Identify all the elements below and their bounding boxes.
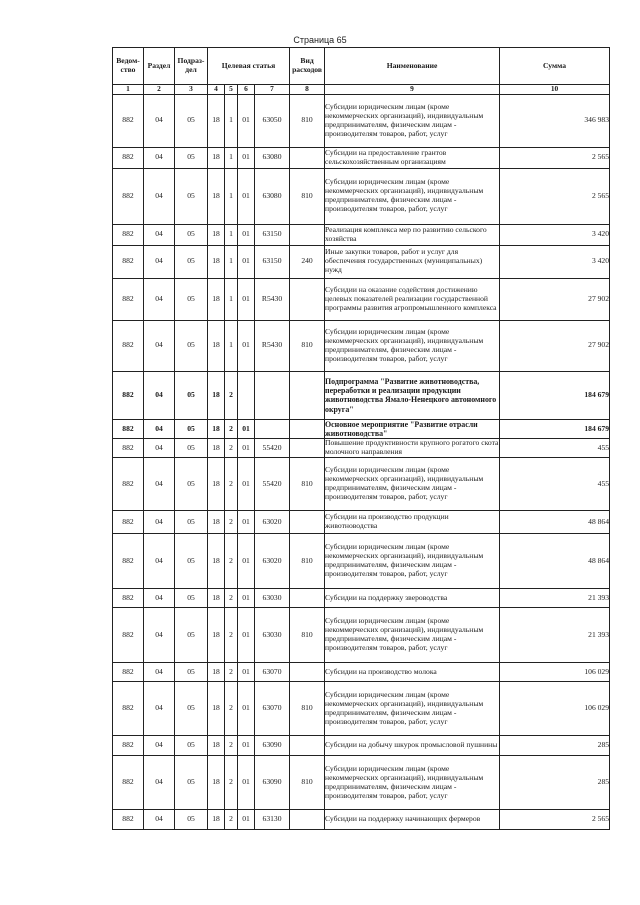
cell-vid-raskhodov	[290, 511, 325, 534]
cell-razdel: 04	[144, 320, 175, 371]
table-row	[113, 663, 610, 682]
column-number: 8	[290, 85, 325, 95]
table-body	[113, 94, 610, 830]
cell-summa: 48 864	[500, 511, 610, 534]
cell-subprogram-code: 1	[225, 94, 238, 147]
header-summa: Сумма	[500, 48, 610, 85]
cell-measure-code: 01	[238, 224, 255, 245]
cell-vid-raskhodov	[290, 419, 325, 439]
cell-naimenovanie: Субсидии на поддержку звероводства	[325, 589, 500, 608]
cell-naimenovanie: Субсидии юридическим лицам (кроме некоммерческих организаций), индивидуальным предпринимателям, физическим лицам - производителям товаров, работ, услуг	[325, 320, 500, 371]
cell-razdel: 04	[144, 147, 175, 168]
cell-podrazdel: 05	[175, 608, 208, 663]
column-number: 5	[225, 85, 238, 95]
cell-podrazdel: 05	[175, 419, 208, 439]
cell-measure-code: 01	[238, 245, 255, 278]
cell-summa: 106 029	[500, 663, 610, 682]
column-number: 10	[500, 85, 610, 95]
table-row	[113, 94, 610, 147]
table-row	[113, 320, 610, 371]
cell-vedomstvo: 882	[113, 534, 144, 589]
cell-vedomstvo: 882	[113, 94, 144, 147]
cell-razdel: 04	[144, 419, 175, 439]
cell-program-code: 18	[208, 245, 225, 278]
cell-direction-code: 63050	[255, 94, 290, 147]
cell-vedomstvo: 882	[113, 439, 144, 458]
cell-direction-code: 63030	[255, 608, 290, 663]
table-row	[113, 810, 610, 830]
column-number: 4	[208, 85, 225, 95]
cell-vid-raskhodov	[290, 371, 325, 419]
table-row	[113, 245, 610, 278]
cell-summa: 3 420	[500, 224, 610, 245]
cell-razdel: 04	[144, 439, 175, 458]
cell-subprogram-code: 1	[225, 320, 238, 371]
cell-vedomstvo: 882	[113, 168, 144, 224]
table-row	[113, 419, 610, 439]
cell-naimenovanie: Субсидии юридическим лицам (кроме некоммерческих организаций), индивидуальным предпринимателям, физическим лицам - производителям товаров, работ, услуг	[325, 94, 500, 147]
cell-razdel: 04	[144, 756, 175, 810]
table-row	[113, 756, 610, 810]
cell-podrazdel: 05	[175, 534, 208, 589]
cell-subprogram-code: 2	[225, 608, 238, 663]
cell-razdel: 04	[144, 224, 175, 245]
cell-direction-code	[255, 371, 290, 419]
cell-podrazdel: 05	[175, 371, 208, 419]
cell-naimenovanie: Субсидии юридическим лицам (кроме некоммерческих организаций), индивидуальным предпринимателям, физическим лицам - производителям товаров, работ, услуг	[325, 458, 500, 511]
header-naimenovanie: Наименование	[325, 48, 500, 85]
cell-direction-code	[255, 419, 290, 439]
cell-podrazdel: 05	[175, 245, 208, 278]
cell-vid-raskhodov: 240	[290, 245, 325, 278]
cell-podrazdel: 05	[175, 663, 208, 682]
cell-subprogram-code: 2	[225, 419, 238, 439]
table-row	[113, 278, 610, 320]
column-number-row	[113, 85, 610, 95]
cell-razdel: 04	[144, 736, 175, 756]
cell-naimenovanie: Субсидии юридическим лицам (кроме некоммерческих организаций), индивидуальным предпринимателям, физическим лицам - производителям товаров, работ, услуг	[325, 682, 500, 736]
cell-subprogram-code: 2	[225, 589, 238, 608]
cell-direction-code: 55420	[255, 439, 290, 458]
cell-vid-raskhodov	[290, 147, 325, 168]
cell-vedomstvo: 882	[113, 458, 144, 511]
cell-podrazdel: 05	[175, 320, 208, 371]
cell-summa: 21 393	[500, 608, 610, 663]
cell-vid-raskhodov: 810	[290, 94, 325, 147]
cell-measure-code: 01	[238, 278, 255, 320]
column-number: 1	[113, 85, 144, 95]
cell-vid-raskhodov	[290, 439, 325, 458]
cell-program-code: 18	[208, 419, 225, 439]
header-razdel: Раздел	[144, 48, 175, 85]
cell-vedomstvo: 882	[113, 419, 144, 439]
cell-summa: 455	[500, 439, 610, 458]
cell-podrazdel: 05	[175, 511, 208, 534]
cell-measure-code: 01	[238, 682, 255, 736]
cell-program-code: 18	[208, 608, 225, 663]
cell-naimenovanie: Субсидии юридическим лицам (кроме некоммерческих организаций), индивидуальным предпринимателям, физическим лицам - производителям товаров, работ, услуг	[325, 534, 500, 589]
table-row	[113, 371, 610, 419]
cell-summa: 2 565	[500, 168, 610, 224]
table-row	[113, 511, 610, 534]
cell-vid-raskhodov: 810	[290, 458, 325, 511]
cell-subprogram-code: 2	[225, 534, 238, 589]
cell-measure-code: 01	[238, 534, 255, 589]
cell-naimenovanie: Реализация комплекса мер по развитию сельского хозяйства	[325, 224, 500, 245]
cell-direction-code: 63030	[255, 589, 290, 608]
cell-program-code: 18	[208, 439, 225, 458]
cell-program-code: 18	[208, 168, 225, 224]
cell-measure-code: 01	[238, 94, 255, 147]
cell-vid-raskhodov: 810	[290, 756, 325, 810]
cell-program-code: 18	[208, 320, 225, 371]
cell-direction-code: 63090	[255, 756, 290, 810]
cell-summa: 184 679	[500, 419, 610, 439]
cell-subprogram-code: 1	[225, 245, 238, 278]
cell-subprogram-code: 2	[225, 682, 238, 736]
cell-direction-code: 63150	[255, 224, 290, 245]
cell-vedomstvo: 882	[113, 511, 144, 534]
cell-summa: 2 565	[500, 147, 610, 168]
cell-program-code: 18	[208, 147, 225, 168]
cell-direction-code: 63080	[255, 168, 290, 224]
cell-subprogram-code: 1	[225, 224, 238, 245]
table-row	[113, 608, 610, 663]
table-row	[113, 439, 610, 458]
cell-podrazdel: 05	[175, 458, 208, 511]
cell-measure-code: 01	[238, 608, 255, 663]
table-row	[113, 147, 610, 168]
cell-podrazdel: 05	[175, 147, 208, 168]
cell-vedomstvo: 882	[113, 736, 144, 756]
cell-direction-code: 63130	[255, 810, 290, 830]
cell-vedomstvo: 882	[113, 663, 144, 682]
cell-program-code: 18	[208, 589, 225, 608]
cell-vedomstvo: 882	[113, 371, 144, 419]
table-row	[113, 168, 610, 224]
cell-summa: 346 983	[500, 94, 610, 147]
cell-subprogram-code: 2	[225, 756, 238, 810]
cell-direction-code: 63150	[255, 245, 290, 278]
cell-measure-code: 01	[238, 511, 255, 534]
cell-summa: 2 565	[500, 810, 610, 830]
cell-naimenovanie: Повышение продуктивности крупного рогатого скота молочного направления	[325, 438, 499, 457]
cell-subprogram-code: 1	[225, 278, 238, 320]
cell-razdel: 04	[144, 589, 175, 608]
cell-naimenovanie: Иные закупки товаров, работ и услуг для обеспечения государственных (муниципальных) нужд	[325, 245, 500, 278]
cell-naimenovanie: Субсидии юридическим лицам (кроме некоммерческих организаций), индивидуальным предпринимателям, физическим лицам - производителям товаров, работ, услуг	[325, 756, 500, 810]
header-tselevaya-statya: Целевая статья	[208, 48, 290, 85]
cell-direction-code: R5430	[255, 278, 290, 320]
cell-measure-code	[238, 371, 255, 419]
cell-vid-raskhodov	[290, 224, 325, 245]
cell-summa: 48 864	[500, 534, 610, 589]
cell-razdel: 04	[144, 94, 175, 147]
cell-program-code: 18	[208, 511, 225, 534]
cell-podrazdel: 05	[175, 589, 208, 608]
cell-measure-code: 01	[238, 439, 255, 458]
cell-podrazdel: 05	[175, 224, 208, 245]
cell-vedomstvo: 882	[113, 589, 144, 608]
column-number: 9	[325, 85, 500, 95]
cell-vedomstvo: 882	[113, 608, 144, 663]
header-vedomstvo: Ведом-ство	[113, 48, 144, 85]
cell-program-code: 18	[208, 736, 225, 756]
cell-razdel: 04	[144, 534, 175, 589]
cell-vedomstvo: 882	[113, 756, 144, 810]
cell-summa: 106 029	[500, 682, 610, 736]
cell-podrazdel: 05	[175, 278, 208, 320]
cell-razdel: 04	[144, 810, 175, 830]
cell-podrazdel: 05	[175, 94, 208, 147]
cell-vedomstvo: 882	[113, 245, 144, 278]
cell-podrazdel: 05	[175, 439, 208, 458]
cell-direction-code: 63020	[255, 534, 290, 589]
cell-naimenovanie: Основное мероприятие "Развитие отрасли животноводства"	[325, 419, 500, 439]
cell-podrazdel: 05	[175, 756, 208, 810]
cell-razdel: 04	[144, 608, 175, 663]
cell-program-code: 18	[208, 534, 225, 589]
column-number: 2	[144, 85, 175, 95]
cell-vid-raskhodov	[290, 810, 325, 830]
cell-vid-raskhodov	[290, 663, 325, 682]
cell-subprogram-code: 2	[225, 663, 238, 682]
cell-subprogram-code: 2	[225, 439, 238, 458]
cell-program-code: 18	[208, 458, 225, 511]
cell-summa: 455	[500, 458, 610, 511]
cell-vedomstvo: 882	[113, 278, 144, 320]
cell-program-code: 18	[208, 663, 225, 682]
cell-subprogram-code: 2	[225, 736, 238, 756]
cell-subprogram-code: 1	[225, 147, 238, 168]
cell-vid-raskhodov: 810	[290, 534, 325, 589]
cell-razdel: 04	[144, 168, 175, 224]
header-podrazdel: Подраз-дел	[175, 48, 208, 85]
cell-program-code: 18	[208, 810, 225, 830]
cell-naimenovanie: Подпрограмма "Развитие животноводства, переработки и реализации продукции животноводства Ямало-Ненецкого автономного округа"	[325, 371, 500, 419]
cell-naimenovanie: Субсидии на оказание содействия достижению целевых показателей реализации государственной программы развития агропромышленного комплекса	[325, 278, 500, 320]
cell-program-code: 18	[208, 94, 225, 147]
cell-razdel: 04	[144, 458, 175, 511]
cell-subprogram-code: 2	[225, 458, 238, 511]
cell-vid-raskhodov: 810	[290, 320, 325, 371]
cell-podrazdel: 05	[175, 168, 208, 224]
cell-vid-raskhodov	[290, 278, 325, 320]
cell-naimenovanie: Субсидии на предоставление грантов сельскохозяйственным организациям	[325, 147, 500, 168]
cell-measure-code: 01	[238, 320, 255, 371]
header-vid-raskhodov: Вид расходов	[290, 48, 325, 85]
cell-measure-code: 01	[238, 663, 255, 682]
cell-measure-code: 01	[238, 736, 255, 756]
cell-summa: 285	[500, 756, 610, 810]
cell-subprogram-code: 2	[225, 371, 238, 419]
table-row	[113, 682, 610, 736]
cell-naimenovanie: Субсидии на поддержку начинающих фермеров	[325, 810, 500, 830]
cell-direction-code: 63020	[255, 511, 290, 534]
table-row	[113, 589, 610, 608]
cell-measure-code: 01	[238, 147, 255, 168]
cell-vid-raskhodov	[290, 736, 325, 756]
cell-measure-code: 01	[238, 810, 255, 830]
cell-summa: 27 902	[500, 278, 610, 320]
cell-razdel: 04	[144, 682, 175, 736]
cell-vedomstvo: 882	[113, 682, 144, 736]
cell-direction-code: 63070	[255, 663, 290, 682]
table-row	[113, 224, 610, 245]
cell-direction-code: 63080	[255, 147, 290, 168]
cell-summa: 21 393	[500, 589, 610, 608]
cell-razdel: 04	[144, 278, 175, 320]
cell-vedomstvo: 882	[113, 147, 144, 168]
cell-measure-code: 01	[238, 756, 255, 810]
cell-vid-raskhodov: 810	[290, 682, 325, 736]
cell-vid-raskhodov: 810	[290, 168, 325, 224]
cell-podrazdel: 05	[175, 736, 208, 756]
cell-program-code: 18	[208, 278, 225, 320]
cell-vid-raskhodov	[290, 589, 325, 608]
cell-subprogram-code: 2	[225, 511, 238, 534]
cell-razdel: 04	[144, 663, 175, 682]
cell-subprogram-code: 2	[225, 810, 238, 830]
cell-naimenovanie: Субсидии юридическим лицам (кроме некоммерческих организаций), индивидуальным предпринимателям, физическим лицам - производителям товаров, работ, услуг	[325, 608, 500, 663]
cell-subprogram-code: 1	[225, 168, 238, 224]
cell-measure-code: 01	[238, 458, 255, 511]
column-number: 7	[255, 85, 290, 95]
cell-program-code: 18	[208, 756, 225, 810]
column-number: 3	[175, 85, 208, 95]
cell-podrazdel: 05	[175, 682, 208, 736]
cell-direction-code: 55420	[255, 458, 290, 511]
cell-measure-code: 01	[238, 168, 255, 224]
cell-program-code: 18	[208, 371, 225, 419]
cell-direction-code: 63090	[255, 736, 290, 756]
page-number: Страница 65	[293, 35, 347, 45]
cell-razdel: 04	[144, 245, 175, 278]
cell-summa: 184 679	[500, 371, 610, 419]
cell-vid-raskhodov: 810	[290, 608, 325, 663]
table-row	[113, 534, 610, 589]
cell-summa: 285	[500, 736, 610, 756]
cell-naimenovanie: Субсидии юридическим лицам (кроме некоммерческих организаций), индивидуальным предпринимателям, физическим лицам - производителям товаров, работ, услуг	[325, 168, 500, 224]
cell-vedomstvo: 882	[113, 320, 144, 371]
cell-naimenovanie: Субсидии на производство молока	[325, 663, 500, 682]
cell-naimenovanie: Субсидии на добычу шкурок промысловой пушнины	[325, 736, 500, 756]
cell-program-code: 18	[208, 682, 225, 736]
cell-razdel: 04	[144, 511, 175, 534]
table-row	[113, 736, 610, 756]
cell-summa: 3 420	[500, 245, 610, 278]
cell-measure-code: 01	[238, 419, 255, 439]
cell-podrazdel: 05	[175, 810, 208, 830]
budget-table	[112, 47, 610, 830]
column-number: 6	[238, 85, 255, 95]
cell-vedomstvo: 882	[113, 224, 144, 245]
cell-measure-code: 01	[238, 589, 255, 608]
table-row	[113, 458, 610, 511]
cell-summa: 27 902	[500, 320, 610, 371]
cell-naimenovanie: Субсидии на производство продукции животноводства	[325, 511, 500, 534]
cell-razdel: 04	[144, 371, 175, 419]
cell-program-code: 18	[208, 224, 225, 245]
cell-vedomstvo: 882	[113, 810, 144, 830]
cell-direction-code: 63070	[255, 682, 290, 736]
cell-direction-code: R5430	[255, 320, 290, 371]
